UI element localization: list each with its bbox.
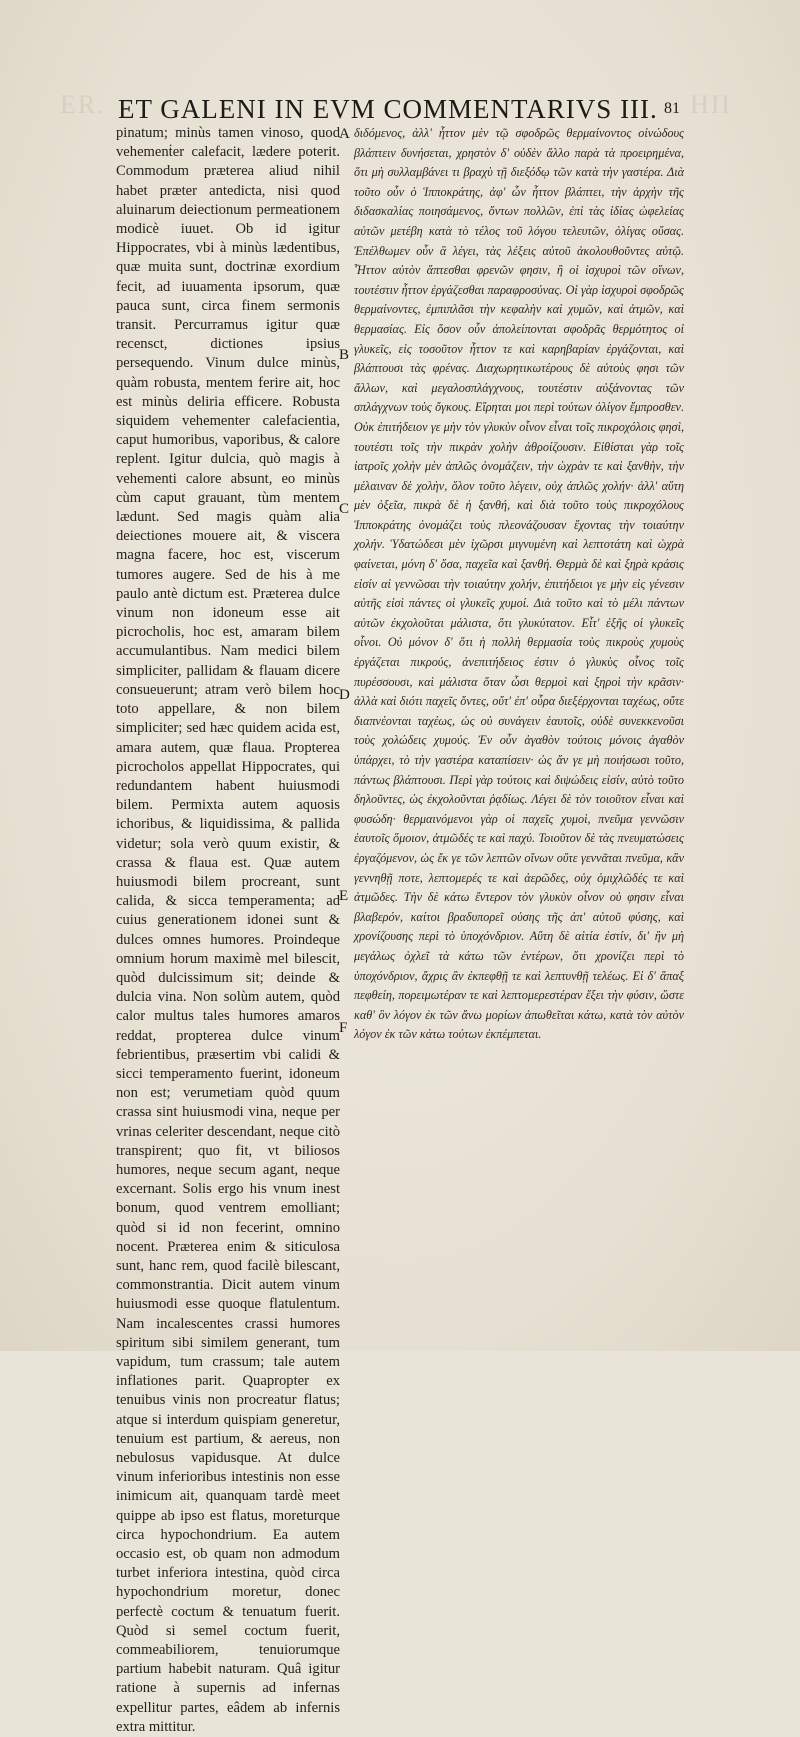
margin-marker-e: E [339, 888, 349, 904]
latin-column [116, 124, 340, 1737]
show-through-text: HII [690, 90, 733, 119]
running-title: ET GALENI IN EVM COMMENTARIVS III. [118, 94, 658, 124]
greek-column [354, 124, 684, 1045]
margin-marker-d: D [339, 687, 350, 703]
show-through-text: ER. [60, 90, 106, 119]
margin-marker-b: B [339, 347, 350, 363]
margin-marker-f: F [339, 1020, 348, 1036]
margin-marker-a: A [339, 126, 350, 142]
greek-text: διδόμενος, ἀλλ' ἧττον μὲν τῷ σφοδρῶς θερμαίνοντος οἰνώδους βλάπτειν δυνήσεται, χρηστὸν δ' οὐδὲν ἄλλο παρὰ τὰ προειρημένα, ὅτι μὴ συλλαμβάνει τι βραχὺ τῇ διεξόδῳ τῶν κατὰ τὴν γαστέρα. Διὰ τοῦτο οὖν ὁ Ἱπποκράτης, ἀφ' ὧν ἧττον βλάπτει, τὴν ἀρχὴν τῆς διδασκαλίας ποιησάμενος, ὄντων πολλῶν, ἐπὶ τὰς ἰδίας ὠφελείας αὐτῶν μετέβη κατὰ τὸ τέλος τοῦ λόγου τελευτῶν, ὀλίγας οὔσας. Ἐπέλθωμεν οὖν ἃ λέγει, τὰς λέξεις αὐτοῦ ἀκολουθοῦντες αὐτῷ. Ἧττον αὐτὸν ἅπτεσθαι φρενῶν φησιν, ἢ οἱ ἰσχυροὶ τῶν οἴνων, τουτέστιν ἧττον ἐργάζεσθαι παραφροσύνας. Οἱ γὰρ ἰσχυροὶ σφοδρῶς θερμαίνοντες, ἐμπιπλᾶσι τὴν κεφαλὴν καὶ χυμῶν, καὶ ἀτμῶν, καὶ θερμασίας. Εἰς ὅσον οὖν ἀπολείπονται σφοδρᾶς θερμότητος οἱ γλυκεῖς, εἰς τοσοῦτον ἧττον τε καὶ καρηβαρίαν ἐργάζονται, καὶ βλάπτουσι τὰς φρένας. Διαχωρητικωτέρους δὲ αὐτοὺς φησι τῶν ἄλλων, καὶ μεγαλοσπλάγχνους, τουτέστιν αὐξάνοντας τῶν σπλάγχνων τοὺς ὄγκους. Εἴρηται μοι περὶ τούτων ὀλίγον ἔμπροσθεν. Οὐκ ἐπιτήδειον γε μὴν τὸν γλυκὺν οἶνον εἶναι τοῖς πικροχόλοις φησὶ, τουτέστι τοῖς τὴν πικρὰν χολὴν ἀθροίζουσιν. Εἰθίσται γὰρ τοῖς ἰατροῖς χολὴν μὲν ἁπλῶς ὀνομάζειν, τὴν ὠχρὰν τε καὶ ξανθὴν, τὴν μέλαιναν δὲ χολὴν, ὅλον τοῦτο λέγειν, οὐχ ἁπλῶς χολήν· ἀλλ' αὕτη μὲν ὀξεῖα, πικρὰ δὲ ἡ ξανθή, καὶ διὰ τοῦτο τοὺς πικροχόλους Ἱπποκράτης ὀνομάζει τοὺς πλεονάζουσαν ἔχοντας τὴν τοιαύτην χολήν. Ὑδατώδεσι μὲν ἰχῶρσι μιγνυμένη καὶ λεπτοτάτη καὶ ὠχρὰ φαίνεται, μόνη δ' ὅσα, παχεῖα καὶ ξανθή. Θερμὰ δὲ καὶ ξηρὰ κράσις εἰσίν αἱ γεννῶσαι τὴν τοιαύτην χολήν, ἐπιτήδειοι γε μὴν εἰς γένεσιν αὐτῆς εἰσὶ πάντες οἱ γλυκεῖς χυμοί. Διὰ τοῦτο καὶ τὸ μέλι πάντων αὐτῶν ἐκχολοῦται μάλιστα, ὅτι γλυκύτατον. Εἶτ' ἐξῆς οἱ γλυκεῖς οἶνοι. Οὐ μόνον δ' ὅτι ἡ πολλὴ θερμασία τοὺς πικροὺς χυμοὺς ἐργάζεται πικρούς, ἀνεπιτήδειος ἐστιν ὁ γλυκὺς οἶνος τοῖς πυρέσσουσι, καὶ μάλιστα ὅταν ὦσι θερμοὶ καὶ ξηροὶ τὴν κρᾶσιν· ἀλλὰ καὶ διότι παχεῖς ὄντες, οὔτ' ἐπ' οὖρα διεξέρχονται ταχέως, οὔτε διαπνέονται ταχέως, ὡς οὐ συνάγειν ἑαυτοῖς, οὐδὲ συνεκκενοῦσι τοὺς χολώδεις χυμούς. Ἐν οὖν ἀγαθὸν τούτοις μόνοις ἀγαθὸν ὑπάρχει, τὸ τὴν γαστέρα καταπίσειν· ὡς ἄν γε μὴ ποιήσωσι τοῦτο, πάντως βλάπτουσι. Περὶ γὰρ τούτοις καὶ διψώδεις εἰσίν, αὐτὸ τοῦτο δηλοῦντες, ὡς ἐκχολοῦνται ῥᾳδίως. Λέγει δὲ τὸν τοιοῦτον εἶναι καὶ φυσώδη· θερμαινόμενοι γὰρ οἱ παχεῖς χυμοὶ, πνεῦμα γεννῶσιν ἑαυτοῖς ὅμοιον, ἀτμῶδές τε καὶ παχύ. Τοιοῦτον δὲ τὰς πνευματώσεις ἐργαζόμενον, ὡς ἔκ γε τῶν λεπτῶν οἴνων οὔτε γεννᾶται πνεῦμα, κἂν γεννηθῇ ποτε, λεπτομερές τε καὶ ἀερῶδες, οὐχ ὁμιχλῶδές τε καὶ ἀτμῶδες. Τὴν δὲ κάτω ἔντερον τὸν γλυκὺν οἶνον οὐ φησιν εἶναι βλαβερόν, καίτοι βραδυπορεῖ οὐσης τῆς ἀπ' αὐτοῦ φύσης, καὶ χρονίζουσης περὶ τὸ ὑποχόνδριον. Αὕτη δὲ αἰτία ἐστίν, δι' ἣν μὴ μεγάλως ὀχλεῖ τὰ κάτω τῶν ἐντέρων, ὅτι χρονίζει περὶ τὸ ὑποχόνδριον, ἄχρις ἂν ἐκπεφθῇ τε καὶ λεπτυνθῇ τελέως. Εἰ δ' ἅπαξ πεφθείη, πορειμωτέραν τε καὶ λεπτομερεστέραν ἕξει τὴν φύσιν, ὥστε καθ' ὃν λόγον ἐκ τῶν ἄνω μορίων ἀπωθεῖται κάτω, κατὰ τὸν αὐτὸν λόγον ἐκ τῶν κάτω τούτων ἐκπέμπεται. [354, 126, 684, 1042]
margin-marker-c: C [339, 501, 350, 517]
latin-text: pinatum; minùs tamen vinoso, quod vehemenṫer calefacit, lædere poterit. Commodum præterea aliud nihil habet præter antedicta, nisi quod aluinarum deiectionum permeationem modicè iuuet. Ob id igitur Hippocrates, vbi à minùs lædentibus, quæ muita sunt, doctrinæ exordium fecit, ad iuuamenta ipsorum, quæ pauca sunt, circa finem sermonis transit. Percurramus igitur quæ recensct, dictiones ipsius persequendo. Vinum dulce minùs, quàm robusta, mentem ferire ait, hoc est minùs deliria efficere. Robusta siquidem vehementer calefacientia, caput humoribus, vaporibus, & calore replent. Igitur dulcia, quò magis à vehementi calore absunt, eo minùs cùm caput grauant, tùm mentem lædunt. Sed magis quàm alia deiectiones mouere ait, & viscera magna facere, hoc est, viscerum tumores augere. Sed de his à me paulo antè dictum est. Præterea dulce vinum non idoneum esse ait picrocholis, hoc est, amaram bilem accumulantibus. Nam medici bilem simpliciter, pallidam & flauam dicere consueuerunt; atram verò bilem hoc toto appellare, & non bilem simpliciter; sed hæc quidem acida est, amara autem, quæ flaua. Propterea picrocholos appellat Hippocrates, qui redundantem habent huiusmodi bilem. Permixta autem aquosis ichoribus, & liquidissima, & pallida videtur; sola verò quum existir, & crassa & flaua est. Quæ autem huiusmodi bilem procreant, sunt calida, & sicca temperamenta; ad cuius generationem idonei sunt & dulces omnes humores. Proindeque omnium horum maximè mel bilescit, quòd dulcissimum sit; deinde & dulcia vina. Non solùm autem, quòd calor multus tales humores amaros reddat, propterea dulce vinum febrientibus, præsertim vbi calidi & sicci temperamento fuerint, idoneum non est; verumetiam quòd quum crassa sint huiusmodi vina, neque per vrinas celeriter descendant, neque citò transpirent; quo fit, vt biliosos humores, neque secum agant, neque excernant. Solis ergo his vnum inest bonum, quod ventrem emolliant; quòd si id non fecerint, omnino nocent. Præterea enim & siticulosa sunt, hanc rem, quod facilè bilescant, commonstrantia. Dicit autem vinum huiusmodi esse quoque flatulentum. Nam incalescentes crassi humores spiritum sibi similem generant, tum vapidum, tum crassum; tale autem inflationes parit. Quapropter ex tenuibus vinis non procreatur flatus; atque si interdum quispiam generetur, tenuium est partium, & aereus, non nebulosus vapidusque. At dulce vinum inferioribus intestinis non esse inimicum ait, quanquam tardè meet quippe ab ipso est flatus, moreturque circa hypochondrium. Ea autem occasio est, ob quam non admodum turbet inferiora intestina, quòd circa hypochondrium moretur, donec perfectè coctum & tenuatum fuerit. Quòd si semel coctum fuerit, commeabiliorem, tenuiorumque partium habebit naturam. Quâ igitur ratione à supernis ad infernas expellitur partes, eâdem ab infernis extra mittitur. [116, 125, 340, 1735]
page-number: 81 [664, 100, 680, 117]
